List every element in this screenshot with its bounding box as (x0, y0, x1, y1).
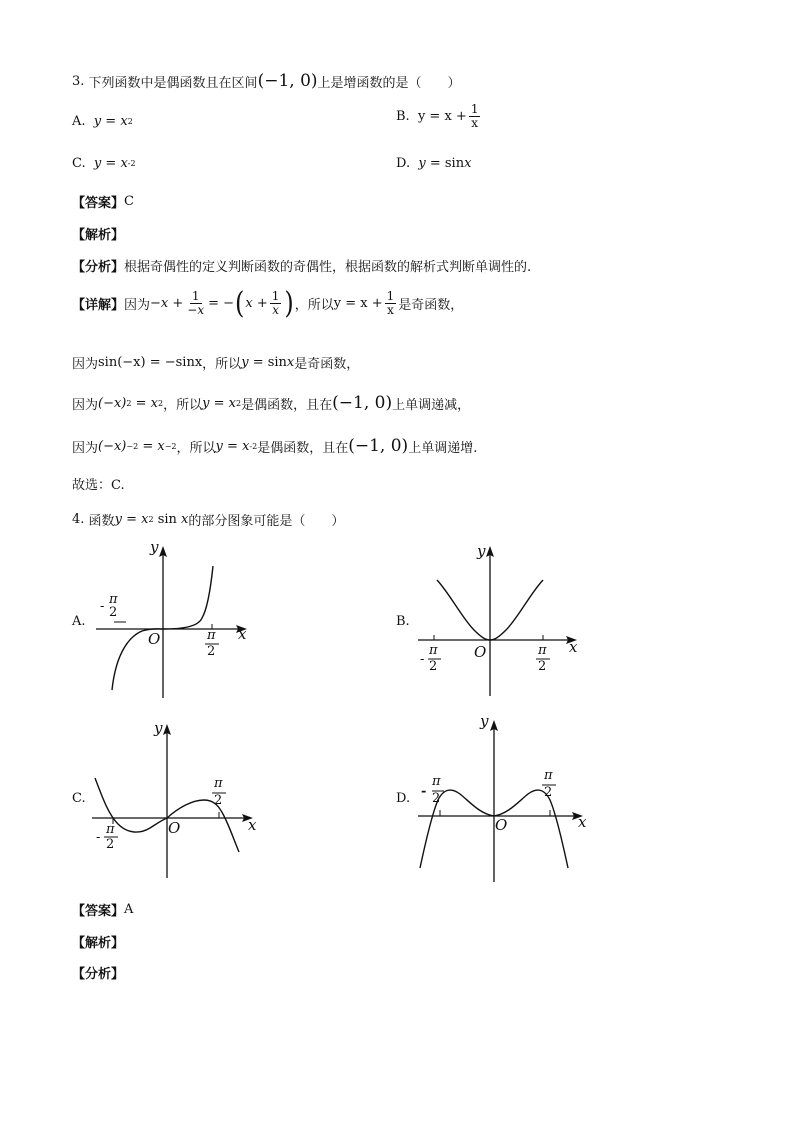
func-x: x (141, 512, 149, 527)
two-label: 2 (207, 644, 216, 659)
two-label: 2 (106, 837, 115, 852)
fraction-num: 1 (386, 289, 395, 303)
pi-label: π (544, 768, 553, 783)
line-end: 上单调递减， (392, 398, 471, 413)
line-mid: 是偶函数，且在 (241, 398, 333, 413)
line-because: 因为 (72, 398, 99, 413)
pi-label: π (432, 774, 441, 789)
graph-letter: A. (72, 614, 86, 629)
line-because: 因为 (72, 441, 99, 456)
option-eq: = (105, 156, 117, 171)
q3-stem-text: 下列函数中是偶函数且在区间 (88, 76, 258, 91)
q3-option-b (396, 103, 482, 129)
q4-stem-text: 函数 (88, 514, 115, 529)
graph-a-svg (92, 540, 262, 705)
line-lhs: (−x) (98, 439, 127, 454)
option-lhs: y (418, 156, 426, 171)
option-fraction (469, 103, 481, 129)
axis-label-x: x (238, 625, 247, 643)
detail-label: 【详解】 (72, 297, 125, 313)
line-mid: 是偶函数，且在 (257, 441, 349, 456)
pi-label: π (429, 643, 438, 658)
answer-value: A (124, 902, 134, 917)
origin-label: O (495, 816, 508, 834)
fraction-den: x (471, 115, 479, 130)
q4-stem-tail: 的部分图象可能是（ ） (188, 514, 345, 529)
line-eq: = (135, 396, 147, 411)
q3-stem-tail: 上是增函数的是（ ） (317, 76, 461, 91)
line-lhs: (−x) (98, 396, 127, 411)
neg-sign: - (420, 652, 425, 667)
detail-conclusion: 是奇函数， (398, 297, 464, 313)
option-letter: B. (396, 108, 410, 124)
line-interval: (−1, 0) (348, 436, 409, 456)
q3-choice (72, 474, 125, 493)
q3-detail-line4: 因为 (−x) −2 = x −2 ，所以 y = x -2 是偶函数，且在 (−1, 0) 上单调递增. (72, 436, 478, 456)
q3-option-d (396, 156, 471, 171)
pi-label: π (109, 592, 118, 607)
choice-text: 故选：C. (72, 478, 125, 493)
q3-interval: (−1, 0) (257, 71, 318, 91)
graph-b-svg (414, 542, 589, 702)
option-letter: C. (72, 156, 86, 171)
line-soyi: ，所以 (163, 398, 203, 413)
axis-label-y: y (154, 719, 163, 737)
fraction-num: 1 (191, 289, 200, 303)
line-rhs: x (150, 396, 159, 411)
q3-fenxi (72, 256, 531, 275)
detail-y: y = x + (333, 295, 383, 311)
detail-inner-fraction (270, 290, 282, 316)
neg-sign: - (421, 784, 427, 799)
two-label: 2 (109, 605, 118, 620)
q3-number: 3. (72, 74, 85, 89)
neg-sign: - (96, 830, 101, 845)
q3-detail-line2 (72, 353, 359, 372)
answer-value: C (124, 194, 134, 209)
axis-label-y: y (150, 538, 159, 556)
option-eq: = sin (429, 156, 465, 171)
q4-answer (72, 900, 133, 919)
axis-label-x: x (248, 816, 257, 834)
line-soyi: ，所以 (202, 357, 242, 372)
q3-answer (72, 192, 134, 211)
option-eq: = (105, 114, 117, 129)
option-var: x (464, 156, 472, 171)
graph-d (414, 712, 594, 887)
option-base: x (120, 156, 128, 171)
jiexi-label: 【解析】 (72, 228, 125, 243)
q3-detail-line1 (72, 285, 464, 321)
axis-label-x: x (569, 638, 578, 656)
pi-label: π (538, 643, 547, 658)
two-label: 2 (429, 659, 438, 674)
graph-letter: B. (396, 614, 410, 629)
jiexi-label: 【解析】 (72, 936, 125, 951)
two-label: 2 (214, 793, 223, 808)
fraction-den: −x (187, 302, 205, 317)
line-yeq: = (227, 439, 238, 454)
func-sin: sin (157, 512, 177, 527)
q3-option-a: A. y = x 2 (72, 114, 133, 129)
detail-y-fraction (385, 290, 397, 316)
q4-fenxi (72, 963, 124, 982)
option-letter: A. (72, 114, 86, 129)
option-lhs: y = x + (417, 108, 467, 124)
graph-a (92, 540, 262, 705)
detail-because: 因为 (124, 297, 151, 313)
fraction-den: x (387, 302, 394, 317)
fraction-num: 1 (470, 102, 479, 116)
detail-eq: = − (208, 295, 235, 311)
fenxi-label: 【分析】 (72, 260, 125, 275)
origin-label: O (168, 819, 181, 837)
neg-sign: - (100, 599, 105, 614)
answer-label: 【答案】 (72, 904, 125, 919)
line-interval: (−1, 0) (332, 393, 393, 413)
fraction-den: x (272, 302, 279, 317)
option-lhs: y (93, 156, 102, 171)
line-y: y (202, 396, 210, 411)
func-eq: = (126, 512, 137, 527)
axis-label-y: y (480, 712, 489, 730)
line-yx: x (242, 439, 250, 454)
detail-expr: −x + (150, 295, 184, 311)
option-letter: D. (396, 156, 411, 171)
two-label: 2 (432, 791, 441, 806)
graph-a-letter (72, 614, 86, 629)
q4-stem: 4. 函数 y = x 2 sin x 的部分图象可能是（ ） (72, 512, 345, 529)
origin-label: O (148, 630, 161, 648)
origin-label: O (474, 643, 487, 661)
graph-letter: D. (396, 791, 411, 806)
left-paren: ( (235, 285, 245, 321)
axis-label-x: x (578, 813, 587, 831)
fraction-num: 1 (271, 289, 280, 303)
line-end: 是奇函数， (294, 357, 360, 372)
graph-c (88, 716, 268, 881)
pi-label: π (214, 776, 223, 791)
two-label: 2 (544, 785, 553, 800)
graph-b-letter (396, 614, 410, 629)
q3-detail-line3: 因为 (−x) 2 = x 2 ，所以 y = x 2 是偶函数，且在 (−1, 0) 上单调递减， (72, 393, 471, 413)
pi-label: π (207, 628, 216, 643)
func-y: y (114, 512, 122, 527)
q3-stem (72, 72, 461, 91)
graph-d-svg (414, 712, 594, 887)
line-expr: sin(−x) = −sinx (98, 355, 203, 370)
line-because: 因为 (72, 357, 99, 372)
fenxi-text: 根据奇偶性的定义判断函数的奇偶性，根据函数的解析式判断单调性的. (124, 260, 532, 275)
line-soyi: ，所以 (176, 441, 216, 456)
detail-inner: x + (245, 295, 268, 311)
detail-fraction (185, 290, 206, 316)
line-rhs: x (157, 439, 165, 454)
graph-c-svg (88, 716, 268, 881)
axis-label-y: y (477, 542, 486, 560)
graph-d-letter (396, 791, 410, 806)
fenxi-label: 【分析】 (72, 967, 125, 982)
detail-soyi: ，所以 (294, 297, 334, 313)
graph-b (414, 542, 589, 702)
two-label: 2 (538, 659, 547, 674)
line-eq: = sin (252, 355, 287, 370)
line-end: 上单调递增. (408, 441, 478, 456)
line-yeq: = (213, 396, 225, 411)
q3-option-c: C. y = x -2 (72, 156, 136, 171)
q4-jiexi (72, 932, 124, 951)
graph-c-letter (72, 791, 86, 806)
option-lhs: y (93, 114, 102, 129)
line-y: y (241, 355, 249, 370)
line-eq: = (142, 439, 154, 454)
answer-label: 【答案】 (72, 196, 125, 211)
q3-jiexi (72, 224, 124, 243)
option-base: x (120, 114, 128, 129)
pi-label: π (106, 822, 115, 837)
line-yx: x (228, 396, 237, 411)
right-paren: ) (284, 285, 294, 321)
q4-number: 4. (72, 512, 85, 527)
func-var: x (181, 512, 189, 527)
line-y: y (215, 439, 223, 454)
graph-letter: C. (72, 791, 86, 806)
line-x: x (286, 355, 295, 370)
